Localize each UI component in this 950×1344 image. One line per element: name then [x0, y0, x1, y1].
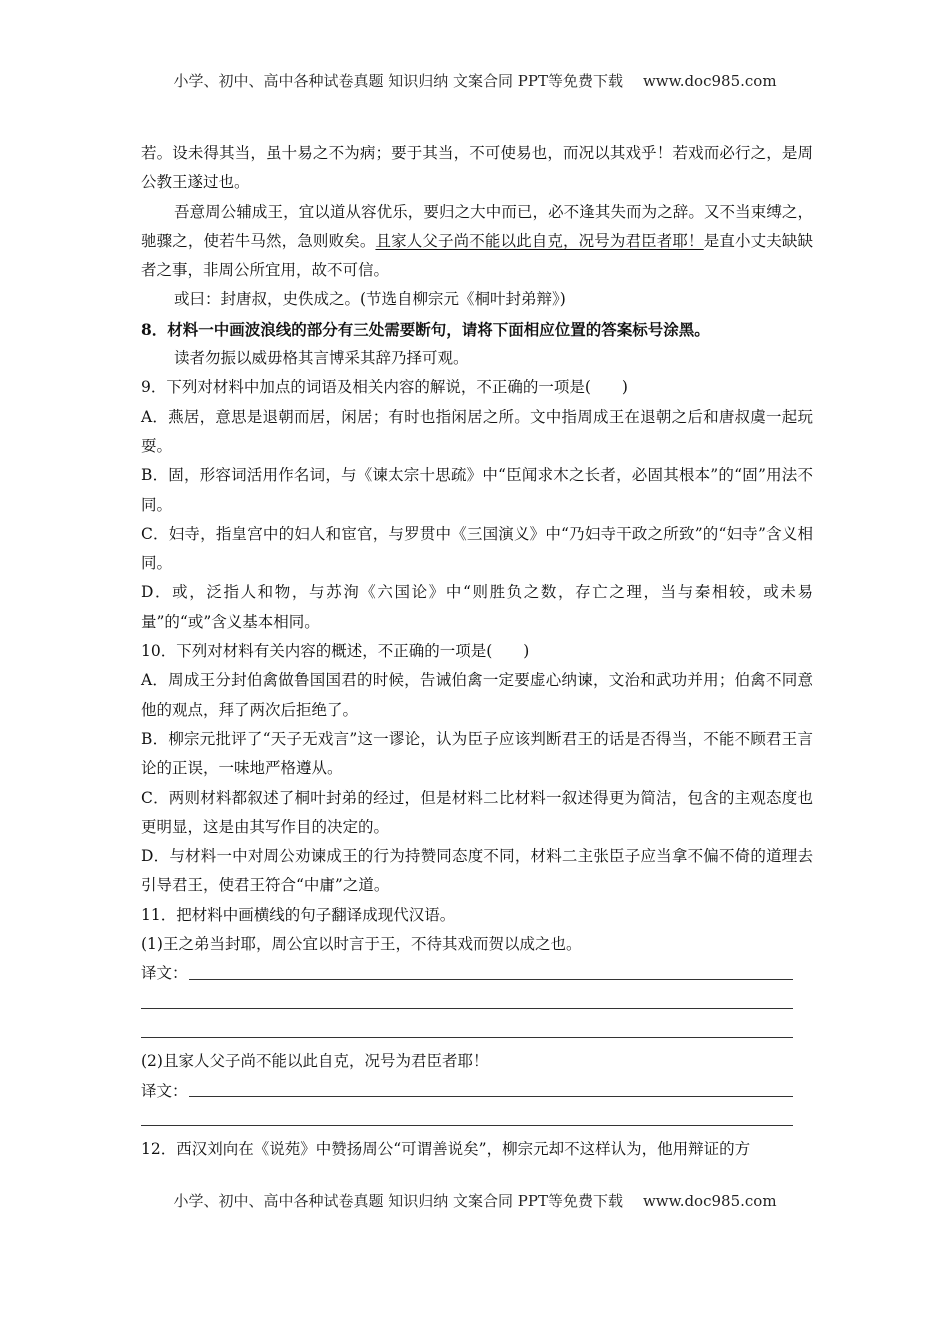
- question-11: 11．把材料中画横线的句子翻译成现代汉语。: [141, 905, 456, 924]
- question-8-text: 读者勿振以威毋格其言博采其辞乃择可观。: [174, 349, 469, 368]
- answer-line[interactable]: [141, 1077, 813, 1106]
- header-url: www.doc985.com: [642, 72, 777, 90]
- question-10-option-c: C．两则材料都叙述了桐叶封弟的经过，但是材料二比材料一叙述得更为简洁，包含的主观态度也更明显，这是由其写作目的决定的。: [141, 788, 813, 836]
- answer-line[interactable]: [141, 989, 813, 1018]
- answer-line[interactable]: [141, 1106, 813, 1135]
- question-9: 9．下列对材料中加点的词语及相关内容的解说，不正确的一项是( ): [141, 378, 628, 397]
- question-8: 8．材料一中画波浪线的部分有三处需要断句，请将下面相应位置的答案标号涂黑。: [141, 319, 710, 339]
- question-9-option-a: A．燕居，意思是退朝而居，闲居；有时也指闲居之所。文中指周成王在退朝之后和唐叔虞一起玩耍。: [141, 407, 813, 455]
- answer-line[interactable]: [141, 959, 813, 988]
- answer-label: 译文：: [141, 1081, 188, 1100]
- passage-paragraph-1: 若。设未得其当，虽十易之不为病；要于其当，不可使易也，而况以其戏乎！若戏而必行之，是周公教王遂过也。: [141, 144, 813, 192]
- underlined-sentence: 且家人父子尚不能以此自克，况号为君臣者耶！: [375, 231, 704, 250]
- header-text: 小学、初中、高中各种试卷真题 知识归纳 文案合同 PPT等免费下载: [173, 72, 623, 90]
- question-11-item-1: (1)王之弟当封耶，周公宜以时言于王，不待其戏而贺以成之也。: [141, 935, 582, 954]
- passage-paragraph-3: 或曰：封唐叔，史佚成之。(节选自柳宗元《桐叶封弟辩》): [174, 290, 566, 309]
- question-10-option-a: A．周成王分封伯禽做鲁国国君的时候，告诫伯禽一定要虚心纳谏，文治和武功并用；伯禽不同意他的观点，拜了两次后拒绝了。: [141, 671, 813, 719]
- question-12: 12．西汉刘向在《说苑》中赞扬周公“可谓善说矣”，柳宗元却不这样认为，他用辩证的方: [141, 1140, 751, 1159]
- answer-line[interactable]: [141, 1018, 813, 1047]
- question-11-item-2: (2)且家人父子尚不能以此自克，况号为君臣者耶！: [141, 1052, 489, 1071]
- question-9-option-c: C．妇寺，指皇宫中的妇人和宦官，与罗贯中《三国演义》中“乃妇寺干政之所致”的“妇寺”含义相同。: [141, 524, 813, 573]
- answer-label: 译文：: [141, 964, 188, 983]
- document-body: [141, 139, 813, 1164]
- question-10-option-d: D．与材料一中对周公劝谏成王的行为持赞同态度不同，材料二主张臣子应当拿不偏不倚的道理去引导君王，使君王符合“中庸”之道。: [141, 847, 813, 895]
- footer-url: www.doc985.com: [642, 1192, 777, 1210]
- page-footer: [0, 1190, 950, 1211]
- question-10-option-b: B．柳宗元批评了“天子无戏言”这一谬论，认为臣子应该判断君王的话是否得当，不能不顾君王言论的正误，一味地严格遵从。: [141, 729, 813, 778]
- question-9-option-d: D．或，泛指人和物，与苏洵《六国论》中“则胜负之数，存亡之理，当与秦相较，或未易量”的“或”含义基本相同。: [141, 583, 813, 631]
- question-10: 10．下列对材料有关内容的概述，不正确的一项是( ): [141, 642, 530, 661]
- question-9-option-b: B．固，形容词活用作名词，与《谏太宗十思疏》中“臣闻求木之长者，必固其根本”的“固”用法不同。: [141, 466, 813, 514]
- passage-paragraph-2: 吾意周公辅成王，宜以道从容优乐，要归之大中而已，必不逢其失而为之辞。又不当束缚之，驰骤之，使若牛马然，急则败矣。且家人父子尚不能以此自克，况号为君臣者耶！是直小丈夫缺缺者之事，非周公所宜用，故不可信。: [141, 202, 813, 280]
- footer-text: 小学、初中、高中各种试卷真题 知识归纳 文案合同 PPT等免费下载: [173, 1192, 623, 1210]
- page-header: [0, 70, 950, 91]
